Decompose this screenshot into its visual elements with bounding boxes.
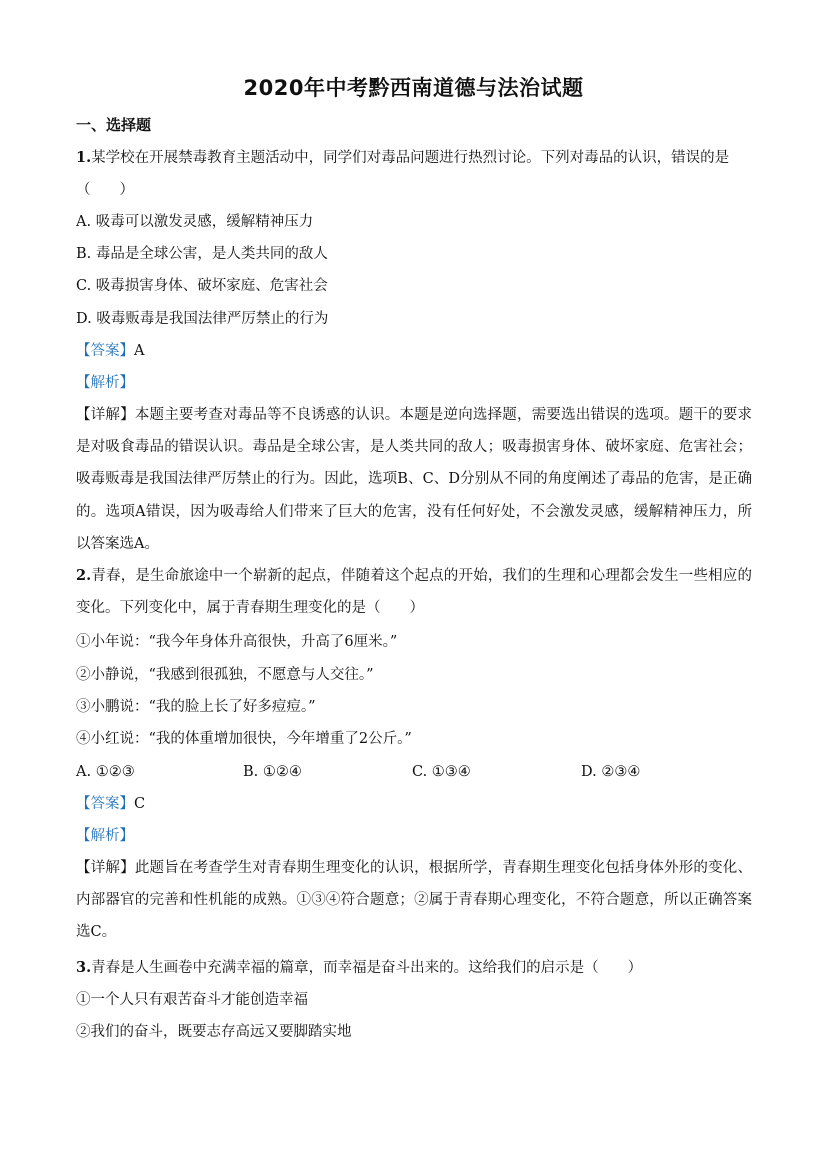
answer-line [76,794,752,814]
analysis-label: 【解析】 [76,828,134,844]
detail-label: 【详解】 [76,860,135,876]
statement-1: ①一个人只有艰苦奋斗才能创造幸福 [76,992,308,1008]
question-stem-text: 青春是人生画卷中充满幸福的篇章，而幸福是奋斗出来的。这给我们的启示是（ ） [91,960,643,976]
question-1-stem [76,148,752,168]
option-a: A. ①②③ [76,764,135,780]
option-a: A. 吸毒可以激发灵感，缓解精神压力 [76,214,314,230]
section-heading: 一、选择题 [76,116,152,134]
detail-paragraph [76,852,752,949]
statement-2: ②小静说，“我感到很孤独，不愿意与人交往。” [76,667,374,683]
option-d: D. ②③④ [581,764,641,780]
option-c: C. ①③④ [412,764,471,780]
question-number: 2. [76,567,92,584]
answer-value: C [134,796,146,812]
option-b: B. 毒品是全球公害，是人类共同的敌人 [76,246,328,262]
answer-line [76,341,752,361]
statement-2: ②我们的奋斗，既要志存高远又要脚踏实地 [76,1024,352,1040]
detail-label: 【详解】 [76,407,135,423]
statement-4: ④小红说：“我的体重增加很快，今年增重了2公斤。” [76,731,412,747]
detail-text: 此题旨在考查学生对青春期生理变化的认识，根据所学，青春期生理变化包括身体外形的变化、内部器官的完善和性机能的成熟。①③④符合题意；②属于青春期心理变化，不符合题意，所以正确答案选C。 [76,860,753,941]
question-1-bracket: （ ） [76,182,134,198]
question-stem-text: 青春，是生命旅途中一个崭新的起点，伴随着这个起点的开始，我们的生理和心理都会发生一些相应的变化。下列变化中，属于青春期生理变化的是（ ） [76,568,752,617]
question-number: 3. [76,959,92,976]
option-c: C. 吸毒损害身体、破坏家庭、危害社会 [76,278,328,294]
option-d: D. 吸毒贩毒是我国法律严厉禁止的行为 [76,311,329,327]
statement-1: ①小年说：“我今年身体升高很快，升高了6厘米。” [76,634,398,650]
question-2-stem [76,560,752,624]
question-stem-text: 某学校在开展禁毒教育主题活动中，同学们对毒品问题进行热烈讨论。下列对毒品的认识，错误的是 [91,150,730,166]
detail-paragraph [76,399,752,560]
page-title: 2020年中考黔西南道德与法治试题 [243,76,584,100]
answer-label: 【答案】 [76,796,134,812]
detail-text: 本题主要考查对毒品等不良诱惑的认识。本题是逆向选择题，需要选出错误的选项。题干的要求是对吸食毒品的错误认识。毒品是全球公害，是人类共同的敌人；吸毒损害身体、破坏家庭、危害社会；吸毒贩毒是我国法律严厉禁止的行为。因此，选项B、C、D分别从不同的角度阐述了毒品的危害，是正确的。选项A错误，因为吸毒给人们带来了巨大的危害，没有任何好处，不会激发灵感，缓解精神压力，所以答案选A。 [76,407,753,552]
answer-label: 【答案】 [76,343,134,359]
question-3-stem [76,958,752,978]
analysis-label: 【解析】 [76,375,134,391]
option-b: B. ①②④ [243,764,302,780]
statement-3: ③小鹏说：“我的脸上长了好多痘痘。” [76,699,316,715]
answer-value: A [134,343,145,359]
question-number: 1. [76,149,92,166]
